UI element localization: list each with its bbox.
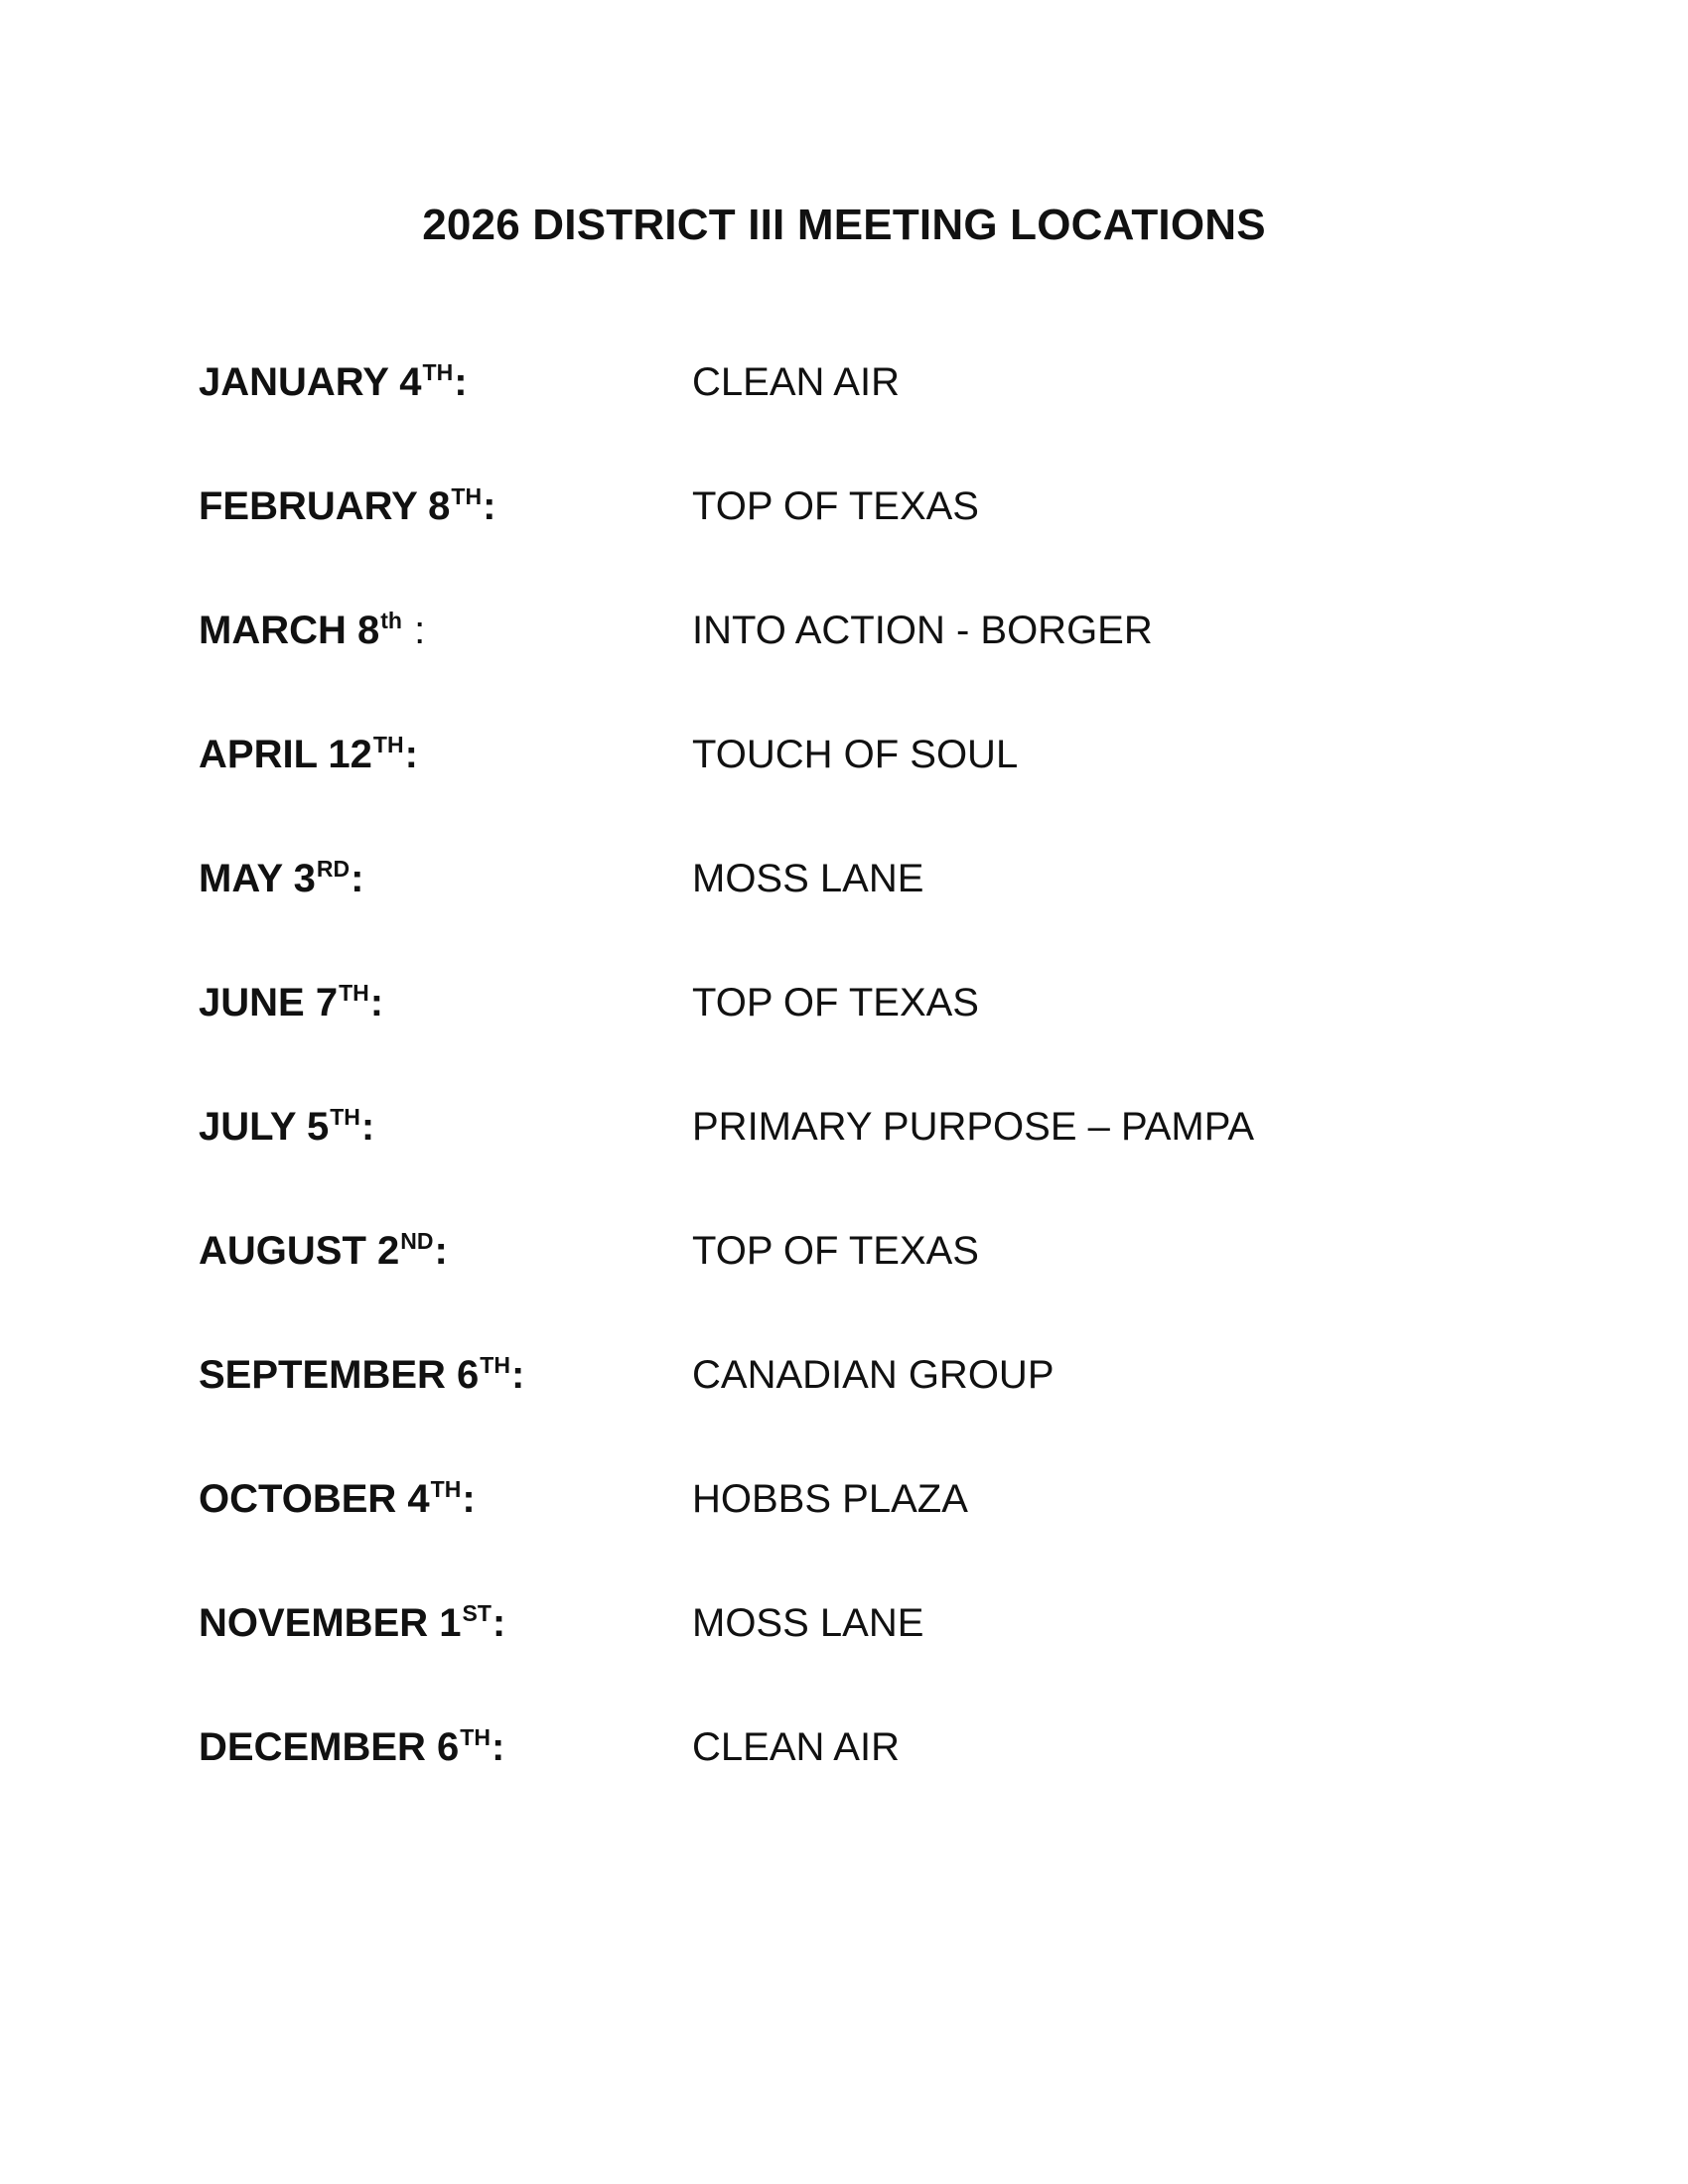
ordinal-suffix: th	[380, 608, 402, 633]
ordinal-suffix: TH	[422, 359, 454, 385]
ordinal-suffix: ND	[400, 1228, 434, 1254]
meeting-location: INTO ACTION - BORGER	[692, 609, 1153, 652]
date-text: DECEMBER 6	[199, 1725, 460, 1769]
date-colon: :	[404, 733, 418, 776]
date-text: JULY 5	[199, 1105, 330, 1149]
ordinal-suffix: TH	[430, 1476, 462, 1502]
meeting-location: CANADIAN GROUP	[692, 1353, 1055, 1397]
meeting-date	[199, 857, 363, 901]
meeting-date	[199, 360, 468, 405]
meeting-location: TOUCH OF SOUL	[692, 733, 1019, 776]
ordinal-suffix: RD	[316, 856, 351, 882]
date-colon: :	[454, 360, 468, 404]
date-text: MAY 3	[199, 857, 316, 900]
meeting-date	[199, 1601, 505, 1646]
meeting-date	[199, 1353, 524, 1398]
meeting-row-march	[199, 609, 1489, 733]
meeting-date	[199, 1229, 448, 1274]
ordinal-suffix: ST	[462, 1600, 492, 1626]
meeting-location: CLEAN AIR	[692, 360, 900, 404]
meeting-schedule	[199, 360, 1489, 1849]
meeting-row-december	[199, 1725, 1489, 1849]
date-colon: :	[483, 484, 496, 528]
date-text: MARCH 8	[199, 609, 380, 652]
ordinal-suffix: TH	[451, 483, 483, 509]
meeting-date	[199, 1477, 476, 1522]
meeting-date	[199, 609, 425, 653]
meeting-date	[199, 981, 383, 1025]
date-colon: :	[462, 1477, 476, 1521]
meeting-location: MOSS LANE	[692, 857, 924, 900]
meeting-date	[199, 1105, 374, 1150]
date-colon: :	[369, 981, 384, 1024]
meeting-location: PRIMARY PURPOSE – PAMPA	[692, 1105, 1255, 1149]
meeting-row-april	[199, 733, 1489, 857]
date-colon: :	[402, 609, 426, 652]
date-text: JUNE 7	[199, 981, 339, 1024]
ordinal-suffix: TH	[372, 732, 404, 757]
date-text: AUGUST 2	[199, 1229, 400, 1273]
meeting-location: CLEAN AIR	[692, 1725, 900, 1769]
ordinal-suffix: TH	[480, 1352, 510, 1378]
meeting-row-july	[199, 1105, 1489, 1229]
date-text: JANUARY 4	[199, 360, 422, 404]
date-colon: :	[351, 857, 364, 900]
ordinal-suffix: TH	[339, 980, 369, 1006]
date-colon: :	[492, 1601, 506, 1645]
ordinal-suffix: TH	[330, 1104, 360, 1130]
meeting-date	[199, 1725, 504, 1770]
meeting-location: MOSS LANE	[692, 1601, 924, 1645]
date-text: OCTOBER 4	[199, 1477, 430, 1521]
date-colon: :	[434, 1229, 448, 1273]
meeting-row-november	[199, 1601, 1489, 1725]
meeting-row-february	[199, 484, 1489, 609]
meeting-location: HOBBS PLAZA	[692, 1477, 968, 1521]
meeting-row-june	[199, 981, 1489, 1105]
meeting-row-may	[199, 857, 1489, 981]
page-title: 2026 DISTRICT III MEETING LOCATIONS	[422, 201, 1266, 249]
meeting-date	[199, 733, 418, 777]
date-colon: :	[360, 1105, 375, 1149]
ordinal-suffix: TH	[460, 1724, 491, 1750]
meeting-row-september	[199, 1353, 1489, 1477]
date-text: NOVEMBER 1	[199, 1601, 462, 1645]
date-colon: :	[510, 1353, 525, 1397]
date-text: SEPTEMBER 6	[199, 1353, 480, 1397]
meeting-location: TOP OF TEXAS	[692, 981, 979, 1024]
meeting-location: TOP OF TEXAS	[692, 484, 979, 528]
meeting-row-august	[199, 1229, 1489, 1353]
meeting-row-october	[199, 1477, 1489, 1601]
meeting-location: TOP OF TEXAS	[692, 1229, 979, 1273]
meeting-row-january	[199, 360, 1489, 484]
date-colon: :	[491, 1725, 505, 1769]
date-text: FEBRUARY 8	[199, 484, 451, 528]
date-text: APRIL 12	[199, 733, 372, 776]
meeting-date	[199, 484, 495, 529]
